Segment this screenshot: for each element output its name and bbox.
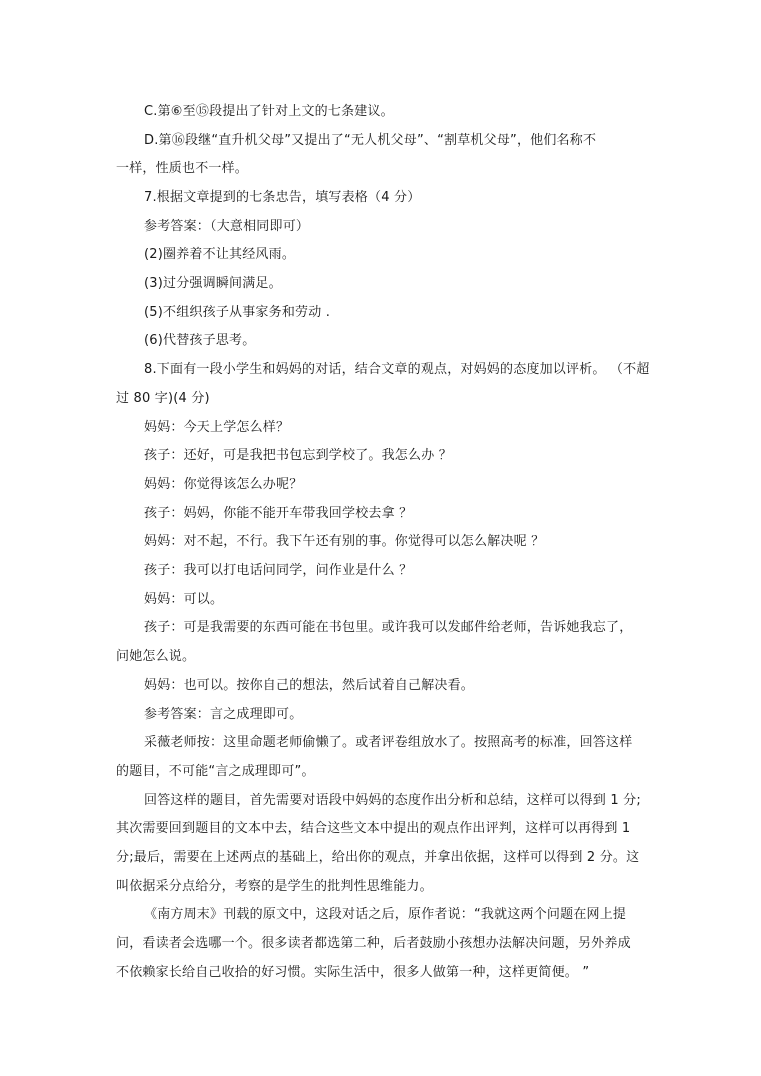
answer-item-3: (3)过分强调瞬间满足。 [144, 276, 282, 291]
paragraph-line: 问，看读者会选哪一个。很多读者都选第二种，后者鼓励小孩想办法解决问题，另外养成 [116, 936, 631, 951]
answer-item-5: (5)不组织孩子从事家务和劳动 . [144, 305, 331, 320]
dialogue-line: 妈妈：今天上学怎么样？ [144, 420, 290, 435]
answer-item-6: (6)代替孩子思考。 [144, 333, 256, 348]
teacher-note-cont: 的题目，不可能“言之成理即可”。 [116, 764, 315, 779]
question-8: 8.下面有一段小学生和妈妈的对话，结合文章的观点，对妈妈的态度加以评析。 （不超 [144, 362, 650, 377]
dialogue-line: 妈妈：也可以。按你自己的想法，然后试着自己解决看。 [144, 678, 475, 693]
paragraph-line: 其次需要回到题目的文本中去，结合这些文本中提出的观点作出评判，这样可以再得到 1 [116, 821, 631, 836]
dialogue-line-cont: 问她怎么说。 [116, 649, 196, 664]
paragraph-line: 叫依据采分点给分，考察的是学生的批判性思维能力。 [116, 879, 433, 894]
dialogue-line: 妈妈：可以。 [144, 592, 224, 607]
question-7: 7.根据文章提到的七条忠告，填写表格（4 分） [144, 190, 421, 205]
dialogue-line: 孩子：妈妈，你能不能开车带我回学校去拿 ？ [144, 506, 413, 521]
option-d: D.第⑯段继“直升机父母”又提出了“无人机父母”、“割草机父母”，他们名称不 [144, 133, 597, 148]
answer-label-8: 参考答案：言之成理即可。 [144, 707, 303, 722]
paragraph-line: 不依赖家长给自己收拾的好习惯。实际生活中，很多人做第一种，这样更简便。 ” [116, 965, 590, 980]
answer-item-2: (2)圈养着不让其经风雨。 [144, 247, 296, 262]
option-c: C.第⑥至⑮段提出了针对上文的七条建议。 [144, 104, 394, 119]
dialogue-line: 孩子：还好，可是我把书包忘到学校了。我怎么办 ？ [144, 448, 452, 463]
paragraph-line: 回答这样的题目，首先需要对语段中妈妈的态度作出分析和总结，这样可以得到 1 分; [144, 793, 641, 808]
teacher-note: 采薇老师按：这里命题老师偷懒了。或者评卷组放水了。按照高考的标准，回答这样 [144, 735, 633, 750]
dialogue-line: 孩子：我可以打电话问同学，问作业是什么 ？ [144, 563, 413, 578]
option-d-cont: 一样，性质也不一样。 [116, 161, 249, 176]
dialogue-line: 孩子：可是我需要的东西可能在书包里。或许我可以发邮件给老师，告诉她我忘了， [144, 620, 633, 635]
paragraph-line: 《南方周末》刊载的原文中，这段对话之后，原作者说：“我就这两个问题在网上提 [144, 907, 627, 922]
question-8-cont: 过 80 字)(4 分) [116, 391, 210, 406]
dialogue-line: 妈妈：你觉得该怎么办呢？ [144, 477, 303, 492]
answer-label-7: 参考答案：（大意相同即可） [144, 219, 310, 234]
dialogue-line: 妈妈：对不起，不行。我下午还有别的事。你觉得可以怎么解决呢 ？ [144, 534, 545, 549]
paragraph-line: 分;最后，需要在上述两点的基础上，给出你的观点，并拿出依据，这样可以得到 2 分。这 [116, 850, 640, 865]
